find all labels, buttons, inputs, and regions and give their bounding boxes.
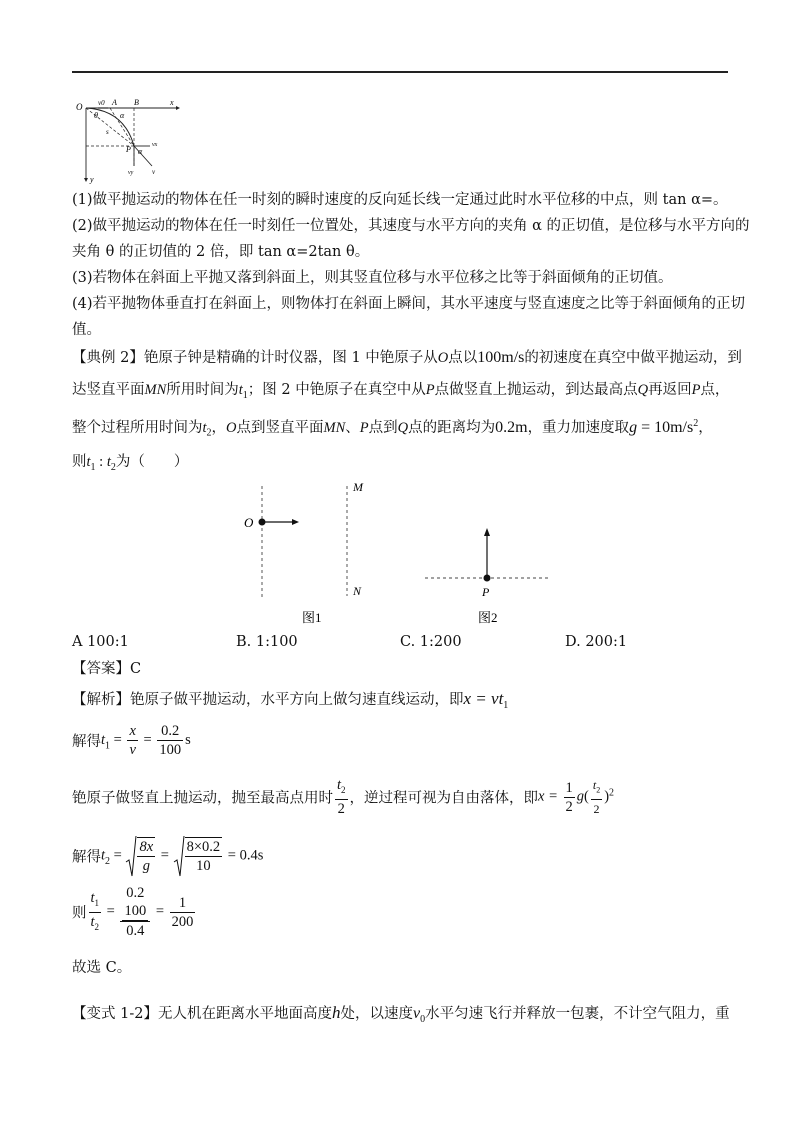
text: ， [698, 419, 713, 436]
diagram-label-y: y [90, 175, 94, 184]
subscript: 1 [90, 461, 96, 473]
conclusion-2a: (2)做平抛运动的物体在任一时刻任一位置处，其速度与水平方向的夹角 α 的正切值，是位移与水平方向的 [72, 218, 750, 234]
superscript: 2 [609, 787, 615, 799]
denominator: g [142, 858, 150, 874]
subscript: 1 [94, 897, 100, 908]
symbol-Q: Q [637, 382, 649, 398]
symbol-t: t [101, 732, 106, 748]
denominator: 200 [171, 913, 194, 930]
fig-label-P: P [482, 585, 490, 599]
paren: ) [604, 788, 610, 805]
symbol-t: t [238, 382, 243, 398]
conclusion-1: (1)做平抛运动的物体在任一时刻的瞬时速度的反向延长线一定通过此时水平位移的中点，则 tan α=。 [72, 192, 728, 208]
example-line-2 [72, 380, 729, 406]
text: 铯原子钟是精确的计时仪器，图 1 中铯原子从 [143, 350, 438, 366]
numerator: 8x [139, 839, 154, 855]
diagram-label-alpha-top: α [120, 111, 125, 120]
symbol-t: t [86, 454, 91, 470]
text: 点做竖直上抛运动，到达最高点 [434, 382, 638, 398]
compound-fraction [120, 884, 150, 940]
superscript: 2 [693, 418, 699, 429]
header-rule [72, 71, 728, 73]
diagram-label-x: x [170, 98, 174, 107]
subscript: 1 [242, 389, 248, 401]
analysis-line-2 [72, 776, 614, 818]
fig2-caption: 图2 [478, 610, 498, 625]
text: 点的距离均为 [408, 419, 496, 436]
symbol-MN: MN [144, 382, 167, 398]
fraction-x-over-v [127, 722, 137, 759]
sqrt-numeric [173, 834, 225, 878]
text: 整个过程所用时间为 [72, 419, 203, 436]
symbol-O: O [226, 419, 237, 436]
equation-x-vt: x = vt [463, 689, 504, 708]
distance-value: 0.2m [495, 418, 528, 436]
equals: = [157, 847, 173, 864]
subscript: 2 [206, 427, 212, 439]
symbol-t: t [337, 777, 342, 794]
text: 铯原子做竖直上抛运动，抛至最高点用时 [72, 790, 333, 807]
symbol-MN: MN [323, 419, 346, 436]
gravity-value: = 10m/s [637, 418, 694, 436]
text: 点到 [368, 419, 398, 436]
diagram-label-P: P [126, 145, 131, 154]
equals: = [103, 903, 119, 920]
text: ，重力加速度取 [527, 419, 630, 436]
subscript: 0 [420, 1013, 426, 1025]
subscript: 2 [341, 785, 346, 796]
result-t2: = 0.4s [224, 847, 264, 864]
symbol-t: t [592, 778, 597, 792]
denominator: 100 [159, 742, 182, 758]
fraction-t1-over-t2 [89, 889, 102, 936]
conclusion-3: (3)若物体在斜面上平抛又落到斜面上，则其竖直位移与水平位移之比等于斜面倾角的正切值。 [72, 270, 673, 286]
denominator: 10 [196, 858, 211, 874]
projectile-diagram [72, 96, 182, 186]
text: 所用时间为 [166, 382, 239, 398]
symbol-v: v [412, 1005, 421, 1022]
symbol-t: t [90, 889, 95, 906]
subscript: 1 [105, 740, 111, 752]
text: 解得 [72, 734, 101, 750]
denominator: 0.4 [126, 923, 145, 939]
symbol-t: t [106, 454, 111, 470]
fraction-02-over-100 [157, 722, 183, 759]
text: 再返回 [648, 382, 692, 398]
diagram-label-v0: v0 [98, 99, 105, 107]
equation-prefix: x = [538, 788, 562, 805]
numerator: 0.2 [126, 885, 145, 901]
text: 的初速度在真空中做平抛运动，到 [524, 350, 742, 366]
symbol-t: t [101, 847, 106, 864]
subscript: 2 [94, 921, 100, 932]
diagram-label-vx: vx [152, 142, 158, 148]
fig-label-O: O [244, 515, 254, 530]
symbol-g: g [576, 788, 585, 805]
option-A: A 100:1 [72, 634, 129, 650]
symbol-t: t [202, 419, 207, 436]
ratio-colon: : [95, 454, 107, 470]
text: 则 [72, 905, 87, 922]
text: 、 [345, 419, 360, 436]
speed-value: 100m/s [477, 349, 525, 366]
text: 铯原子做平抛运动，水平方向上做匀速直线运动，即 [130, 692, 464, 708]
subscript: 2 [596, 785, 601, 795]
text: 解得 [72, 849, 101, 866]
denominator: 100 [124, 903, 147, 919]
fraction-1-over-200 [170, 894, 196, 931]
example-tag: 【典例 2】 [72, 350, 144, 366]
fraction-t2-over-2 [335, 776, 348, 818]
answer-tag: 【答案】 [72, 661, 130, 677]
text: 无人机在距离水平地面高度 [157, 1006, 332, 1022]
text: 则 [72, 454, 87, 470]
figures-1-2 [230, 478, 560, 628]
analysis-tag: 【解析】 [72, 692, 130, 708]
diagram-label-O: O [76, 102, 83, 112]
diagram-label-s: s [106, 128, 109, 136]
fig-label-M: M [353, 480, 363, 494]
text: ， [211, 419, 227, 436]
analysis-solve-t1 [72, 722, 191, 759]
equals: = [110, 732, 126, 748]
variant-line [72, 1003, 730, 1030]
diagram-label-B: B [134, 98, 139, 107]
symbol-P: P [425, 382, 435, 398]
example-line-4 [72, 452, 188, 478]
equals: = [110, 847, 126, 864]
text: ；图 2 中铯原子在真空中从 [247, 382, 426, 398]
denominator: 2 [593, 802, 600, 817]
sqrt-8x-over-g [125, 834, 157, 878]
equals: = [139, 732, 156, 748]
answer-line [72, 659, 141, 679]
conclusion-4a: (4)若平抛物体垂直打在斜面上，则物体打在斜面上瞬间，其水平速度与竖直速度之比等于斜面倾角的正切 [72, 296, 746, 312]
example-line-3 [72, 414, 713, 444]
fraction-half [564, 779, 575, 816]
equals: = [152, 903, 168, 920]
analysis-line-1 [72, 689, 508, 716]
denominator: v [129, 742, 136, 758]
example-line-1 [72, 348, 742, 368]
analysis-ratio [72, 884, 197, 940]
symbol-h: h [331, 1003, 341, 1022]
symbol-P: P [359, 419, 369, 436]
answer-value: C [130, 661, 142, 677]
option-B: B. 1:100 [236, 634, 298, 650]
subscript: 1 [503, 699, 509, 711]
fig-label-N: N [353, 584, 362, 598]
conclusion-2b: 夹角 θ 的正切值的 2 倍，即 tan α=2tan θ。 [72, 244, 370, 260]
denominator: 2 [565, 798, 573, 815]
fig1-caption: 图1 [302, 610, 322, 625]
text: 水平匀速飞行并释放一包裹，不计空气阻力，重 [425, 1006, 730, 1022]
variant-tag: 【变式 1-2】 [72, 1006, 158, 1022]
text: ，逆过程可视为自由落体，即 [349, 790, 539, 807]
fraction-t2-over-2-inner [591, 776, 602, 818]
denominator: 2 [337, 801, 345, 818]
text: 达竖直平面 [72, 382, 145, 398]
subscript: 2 [110, 461, 116, 473]
conclusion-4b: 值。 [72, 322, 101, 338]
numerator: 1 [565, 779, 573, 796]
option-C: C. 1:200 [400, 634, 462, 650]
symbol-t: t [90, 913, 95, 930]
paren: ( [584, 788, 589, 805]
text: 点到竖直平面 [236, 419, 324, 436]
symbol-P: P [691, 382, 701, 398]
analysis-conclusion: 故选 C。 [72, 960, 132, 976]
numerator: 8×0.2 [186, 839, 221, 855]
unit-s: s [185, 732, 191, 748]
diagram-label-v: v [152, 168, 156, 176]
diagram-label-alpha: α [138, 147, 143, 156]
option-D: D. 200:1 [565, 634, 628, 650]
numerator: x [129, 723, 136, 739]
subscript: 2 [105, 855, 111, 867]
symbol-O: O [437, 350, 449, 366]
symbol-Q: Q [397, 419, 409, 436]
text: 为（ ） [115, 454, 189, 470]
analysis-solve-t2 [72, 834, 263, 878]
text: 点以 [448, 350, 478, 366]
text: 处，以速度 [340, 1006, 413, 1022]
diagram-label-theta: θ [94, 111, 98, 120]
symbol-g: g [629, 418, 638, 436]
diagram-label-A: A [112, 98, 117, 107]
text: 点， [700, 382, 730, 398]
diagram-label-vy: vy [128, 170, 134, 176]
numerator: 0.2 [157, 722, 183, 741]
numerator: 1 [170, 894, 196, 913]
